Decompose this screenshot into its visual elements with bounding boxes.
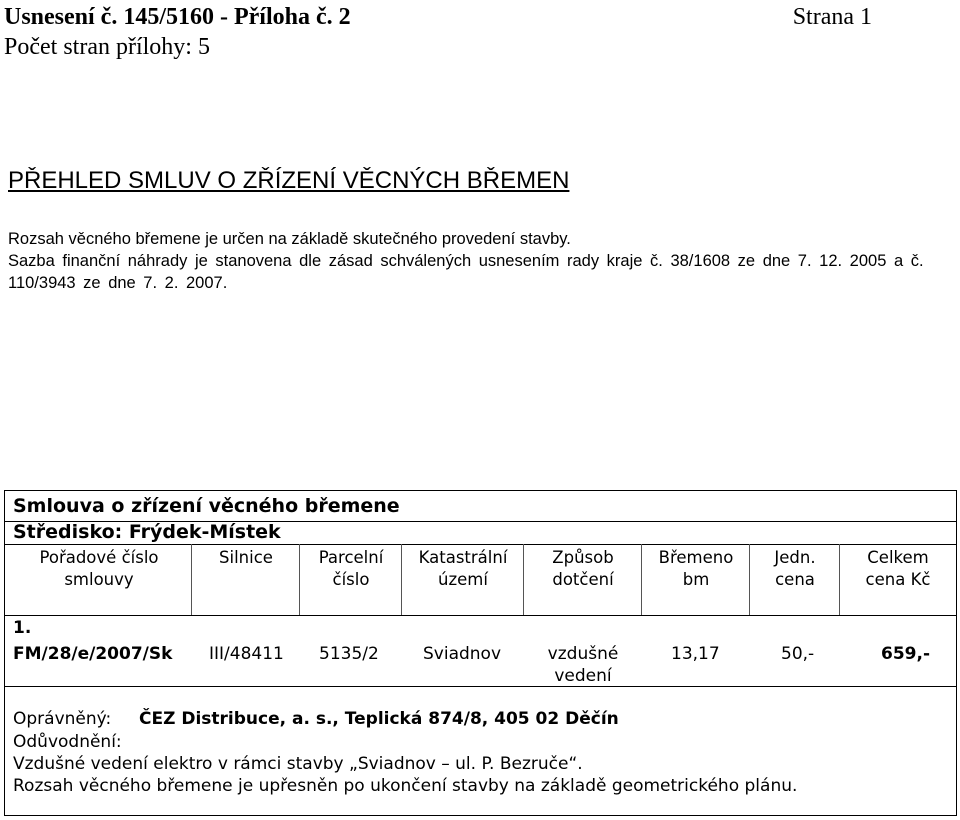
column-header-line: Silnice: [219, 548, 273, 567]
column-header-line: Katastrální: [418, 548, 508, 567]
method-value: [525, 643, 641, 687]
entitled-label: Oprávněný:: [13, 709, 112, 729]
document-header: [4, 2, 351, 62]
method-line: vedení: [554, 666, 612, 686]
column-divider: [839, 544, 840, 615]
column-header-line: Způsob: [552, 548, 614, 567]
column-header-cadastral: [403, 547, 523, 591]
divider: [5, 615, 956, 616]
column-header-line: číslo: [332, 570, 370, 589]
column-header-line: smlouvy: [64, 570, 134, 589]
column-header-line: bm: [682, 570, 710, 589]
column-header-line: území: [438, 570, 488, 589]
column-header-line: dotčení: [552, 570, 614, 589]
column-header-order: [9, 547, 189, 591]
method-line: vzdušné: [547, 644, 619, 664]
column-divider: [401, 544, 402, 615]
column-divider: [749, 544, 750, 615]
divider: [5, 544, 956, 545]
justification-line: Rozsah věcného břemene je upřesněn po ukončení stavby na základě geometrického plánu.: [13, 776, 798, 796]
column-header-line: Pořadové číslo: [39, 548, 159, 567]
center-heading: Středisko: Frýdek-Místek: [13, 521, 281, 543]
column-divider: [299, 544, 300, 615]
column-header-unit-price: [751, 547, 839, 591]
intro-line-rate: Sazba finanční náhrady je stanovena dle zásad schválených usnesením rady kraje č. 38/1608 ze dne 7. 12. 2005 a č. 110/3943 ze dne 7. 2. 2007.: [8, 252, 924, 292]
justification-label: Odůvodnění:: [13, 732, 122, 752]
road-value: III/48411: [209, 644, 284, 664]
parcel-value: 5135/2: [319, 644, 379, 664]
column-header-line: Břemeno: [658, 548, 734, 567]
page-number: Strana 1: [792, 4, 872, 30]
contract-number: FM/28/e/2007/Sk: [13, 644, 173, 664]
column-divider: [191, 544, 192, 615]
row-index: 1.: [13, 618, 32, 638]
column-header-line: Celkem: [867, 548, 929, 567]
justification-line: Vzdušné vedení elektro v rámci stavby „Sviadnov – ul. P. Bezruče“.: [13, 754, 583, 774]
column-header-line: cena: [775, 570, 815, 589]
burden-value: 13,17: [671, 644, 720, 664]
column-divider: [641, 544, 642, 615]
column-header-method: [525, 547, 641, 591]
contract-heading: Smlouva o zřízení věcného břemene: [13, 495, 400, 517]
contract-table: [4, 490, 957, 816]
attachment-page-count: Počet stran přílohy: 5: [4, 34, 210, 60]
column-header-total: [841, 547, 955, 591]
column-header-line: cena Kč: [865, 570, 931, 589]
column-divider: [523, 544, 524, 615]
intro-line-scope: Rozsah věcného břemene je určen na základě skutečného provedení stavby.: [8, 230, 571, 248]
column-header-burden: [643, 547, 749, 591]
column-header-parcel: [301, 547, 401, 591]
column-header-road: [193, 547, 299, 569]
total-value: 659,-: [881, 644, 930, 664]
cadastral-value: Sviadnov: [423, 644, 502, 664]
resolution-reference: Usnesení č. 145/5160 - Příloha č. 2: [4, 4, 351, 30]
intro-paragraph: [8, 228, 938, 294]
entitled-value: ČEZ Distribuce, a. s., Teplická 874/8, 405 02 Děčín: [139, 709, 619, 729]
page-title: PŘEHLED SMLUV O ZŘÍZENÍ VĚCNÝCH BŘEMEN: [8, 167, 570, 194]
unit-price-value: 50,-: [781, 644, 815, 664]
column-header-line: Parcelní: [318, 548, 384, 567]
column-header-line: Jedn.: [774, 548, 816, 567]
divider: [5, 686, 956, 687]
